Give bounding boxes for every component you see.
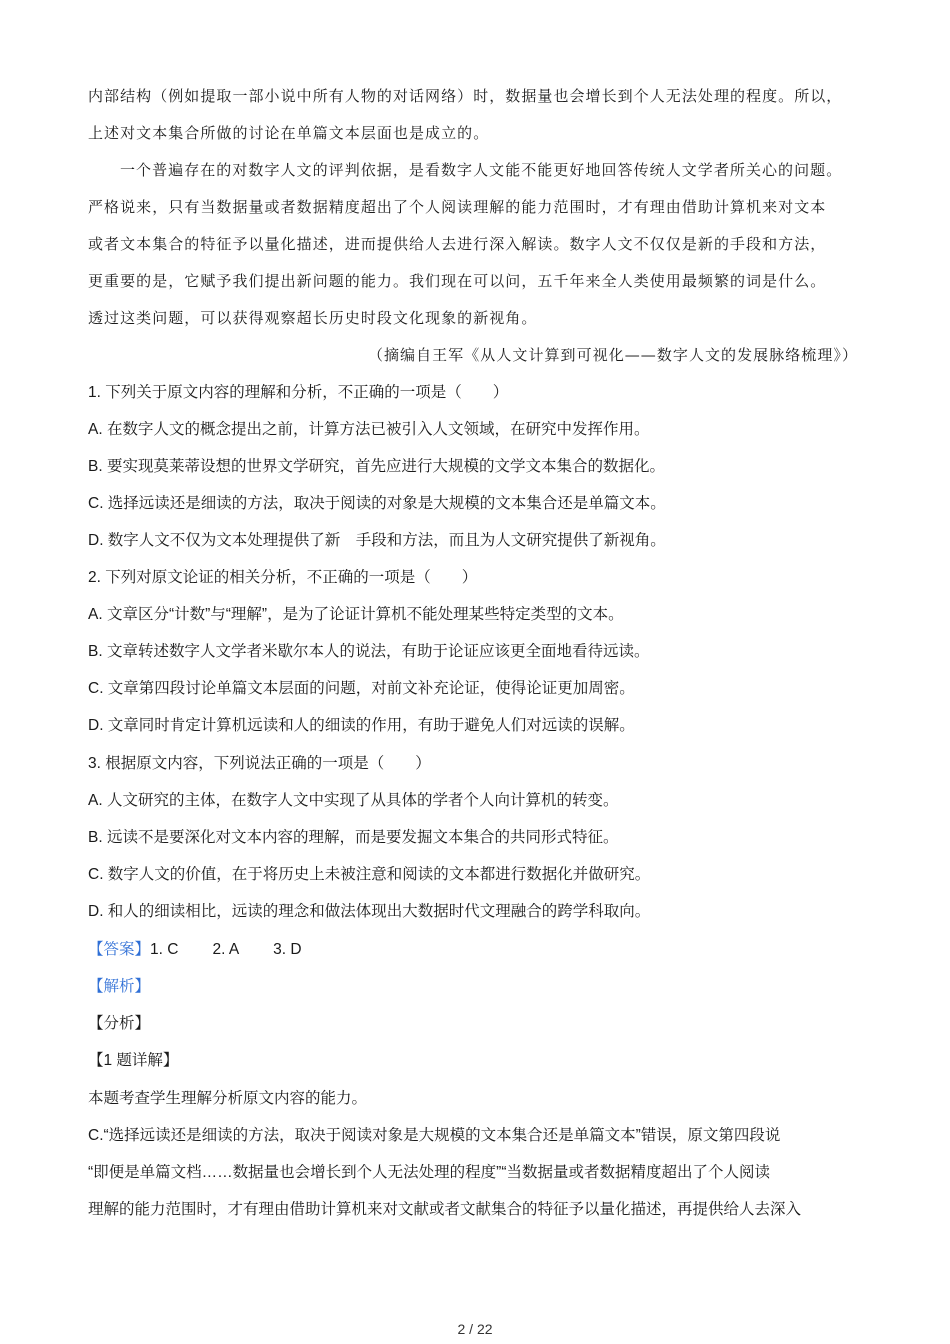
passage-source: （摘编自王军《从人文计算到可视化——数字人文的发展脉络梳理》）: [367, 346, 858, 364]
question-1-option-a: A. 在数字人文的概念提出之前，计算方法已被引入人文领域，在研究中发挥作用。: [88, 421, 650, 438]
question-3-option-d: D. 和人的细读相比，远读的理念和做法体现出大数据时代文理融合的跨学科取向。: [88, 903, 651, 920]
answer-label: 【答案】: [88, 941, 151, 958]
answer-item-1: 1. C: [150, 941, 179, 958]
analysis-sublabel: 【分析】: [88, 1015, 151, 1032]
page-indicator: 2 / 22: [457, 1321, 493, 1337]
passage-line-1: 内部结构（例如提取一部小说中所有人物的对话网络）时，数据量也会增长到个人无法处理的程度。所以，: [88, 87, 843, 105]
question-3-stem: 3. 根据原文内容，下列说法正确的一项是（ ）: [88, 755, 431, 772]
question-1-option-b: B. 要实现莫莱蒂设想的世界文学研究，首先应进行大规模的文学文本集合的数据化。: [88, 458, 665, 475]
passage-line-7: 透过这类问题，可以获得观察超长历史时段文化现象的新视角。: [88, 309, 538, 327]
passage-line-6: 更重要的是，它赋予我们提出新问题的能力。我们现在可以问，五千年来全人类使用最频繁的词是什么。: [88, 272, 827, 290]
analysis-line-2: “即便是单篇文档……数据量也会增长到个人无法处理的程度”“当数据量或者数据精度超出了个人阅读: [88, 1164, 770, 1181]
question-1-stem: 1. 下列关于原文内容的理解和分析，不正确的一项是（ ）: [88, 384, 509, 401]
passage-line-5: 或者文本集合的特征予以量化描述，进而提供给人去进行深入解读。数字人文不仅仅是新的手段和方法，: [88, 235, 827, 253]
analysis-line-3: 理解的能力范围时，才有理由借助计算机来对文献或者文献集合的特征予以量化描述，再提供给人去深入: [88, 1201, 802, 1218]
question-2-option-b: B. 文章转述数字人文学者米歇尔本人的说法，有助于论证应该更全面地看待远读。: [88, 643, 650, 660]
question-2-option-a: A. 文章区分“计数”与“理解”，是为了论证计算机不能处理某些特定类型的文本。: [88, 606, 624, 623]
question-2-stem: 2. 下列对原文论证的相关分析，不正确的一项是（ ）: [88, 569, 478, 586]
passage-line-4: 严格说来，只有当数据量或者数据精度超出了个人阅读理解的能力范围时，才有理由借助计算机来对文本: [88, 198, 827, 216]
question-1-option-c: C. 选择远读还是细读的方法，取决于阅读的对象是大规模的文本集合还是单篇文本。: [88, 495, 666, 512]
analysis-line-1: C.“选择远读还是细读的方法，取决于阅读对象是大规模的文本集合还是单篇文本”错误，原文第四段说: [88, 1127, 781, 1144]
question-1-option-d: D. 数字人文不仅为文本处理提供了新 手段和方法，而且为人文研究提供了新视角。: [88, 532, 666, 549]
passage-line-2: 上述对文本集合所做的讨论在单篇文本层面也是成立的。: [88, 124, 490, 142]
question-2-option-d: D. 文章同时肯定计算机远读和人的细读的作用，有助于避免人们对远读的误解。: [88, 717, 635, 734]
analysis-detail-label: 【1 题详解】: [88, 1052, 179, 1069]
passage-line-3: 一个普遍存在的对数字人文的评判依据，是看数字人文能不能更好地回答传统人文学者所关心的问题。: [120, 161, 843, 179]
answer-item-2: 2. A: [212, 941, 240, 958]
question-3-option-b: B. 远读不是要深化对文本内容的理解，而是要发掘文本集合的共同形式特征。: [88, 829, 619, 846]
question-3-option-c: C. 数字人文的价值，在于将历史上未被注意和阅读的文本都进行数据化并做研究。: [88, 866, 651, 883]
analysis-label: 【解析】: [88, 978, 151, 995]
answer-item-3: 3. D: [273, 941, 302, 958]
question-3-option-a: A. 人文研究的主体，在数字人文中实现了从具体的学者个人向计算机的转变。: [88, 792, 619, 809]
analysis-intro: 本题考查学生理解分析原文内容的能力。: [88, 1090, 368, 1107]
answer-line: [88, 939, 302, 961]
question-2-option-c: C. 文章第四段讨论单篇文本层面的问题，对前文补充论证，使得论证更加周密。: [88, 680, 635, 697]
